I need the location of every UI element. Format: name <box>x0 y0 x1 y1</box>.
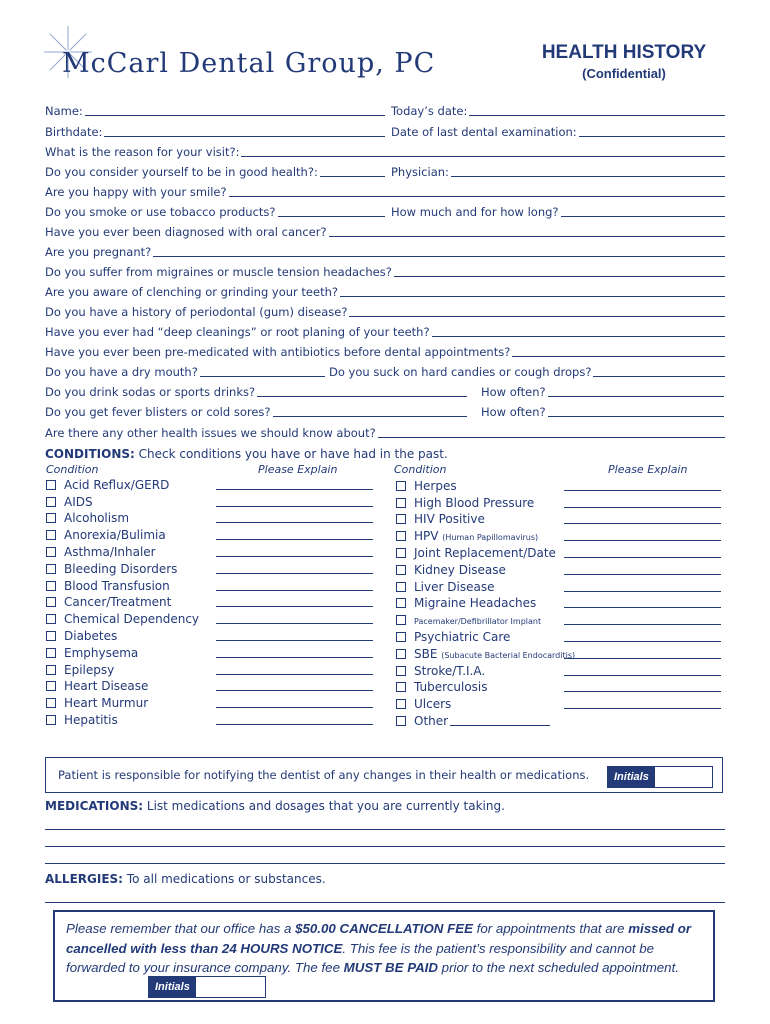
condition-checkbox[interactable] <box>46 665 56 675</box>
condition-row <box>46 475 376 492</box>
condition-row <box>46 492 376 509</box>
explain-line[interactable] <box>450 725 550 726</box>
condition-label: Tuberculosis <box>414 680 488 695</box>
condition-label: AIDS <box>64 494 93 509</box>
right-explain-header: Please Explain <box>608 463 688 476</box>
last-exam-field[interactable]: Date of last dental examination: <box>391 125 725 139</box>
explain-line[interactable] <box>216 522 373 523</box>
physician-field[interactable]: Physician: <box>391 165 725 179</box>
condition-checkbox[interactable] <box>396 716 406 726</box>
explain-line[interactable] <box>564 708 721 709</box>
condition-row <box>46 542 376 559</box>
row-periodontal <box>45 299 725 319</box>
explain-line[interactable] <box>564 557 721 558</box>
condition-label: Psychiatric Care <box>414 629 511 644</box>
condition-row <box>396 476 726 493</box>
explain-line[interactable] <box>216 539 373 540</box>
name-field[interactable]: Name: <box>45 104 385 118</box>
condition-label: Ulcers <box>414 697 452 712</box>
good-health-field[interactable]: Do you consider yourself to be in good health?: <box>45 165 385 179</box>
explain-line[interactable] <box>216 606 373 607</box>
condition-checkbox[interactable] <box>396 514 406 524</box>
condition-label: SBE (Subacute Bacterial Endocarditis) <box>414 646 576 661</box>
explain-line[interactable] <box>564 641 721 642</box>
condition-row <box>396 694 726 711</box>
condition-row <box>396 577 726 594</box>
condition-row <box>46 626 376 643</box>
condition-label: Asthma/Inhaler <box>64 544 156 559</box>
row-smoke <box>45 199 725 219</box>
condition-label: Heart Murmur <box>64 696 149 711</box>
condition-checkbox[interactable] <box>396 649 406 659</box>
explain-line[interactable] <box>564 607 721 608</box>
condition-label: Diabetes <box>64 628 118 643</box>
row-sodas <box>45 379 725 399</box>
other-issues-field[interactable]: Are there any other health issues we should know about? <box>45 426 725 440</box>
dry-mouth-field[interactable]: Do you have a dry mouth? <box>45 365 325 379</box>
condition-label: Kidney Disease <box>414 562 506 577</box>
row-oral-cancer <box>45 219 725 239</box>
explain-line[interactable] <box>216 724 373 725</box>
notice-text: Patient is responsible for notifying the dentist of any changes in their health or medications. <box>58 768 590 782</box>
explain-line[interactable] <box>564 624 721 625</box>
how-often-sodas-field[interactable]: How often? <box>481 385 724 399</box>
left-explain-header: Please Explain <box>258 463 338 476</box>
row-migraines <box>45 259 725 279</box>
explain-line[interactable] <box>216 657 373 658</box>
condition-label: Acid Reflux/GERD <box>64 477 170 492</box>
condition-checkbox[interactable] <box>46 597 56 607</box>
todays-date-field[interactable]: Today’s date: <box>391 104 725 118</box>
medications-line-1[interactable] <box>45 829 725 830</box>
explain-line[interactable] <box>564 574 721 575</box>
condition-label: Herpes <box>414 478 457 493</box>
condition-label: Emphysema <box>64 645 139 660</box>
condition-checkbox[interactable] <box>396 699 406 709</box>
condition-row <box>396 627 726 644</box>
deep-cleanings-field[interactable]: Have you ever had “deep cleanings” or root planing of your teeth? <box>45 325 725 339</box>
notice-initials-box[interactable] <box>607 766 713 788</box>
condition-row <box>46 576 376 593</box>
condition-label: HIV Positive <box>414 512 485 527</box>
row-premedicated <box>45 339 725 359</box>
condition-row <box>46 710 376 727</box>
explain-line[interactable] <box>564 591 721 592</box>
conditions-left-list <box>46 475 376 727</box>
condition-checkbox[interactable] <box>46 497 56 507</box>
how-long-field[interactable]: How much and for how long? <box>391 205 725 219</box>
condition-checkbox[interactable] <box>46 581 56 591</box>
condition-label: Alcoholism <box>64 511 130 526</box>
initials-label: Initials <box>149 977 196 997</box>
condition-label: Cancer/Treatment <box>64 595 172 610</box>
form-subtitle: (Confidential) <box>582 66 666 81</box>
explain-line[interactable] <box>216 690 373 691</box>
explain-line[interactable] <box>216 674 373 675</box>
condition-label: Joint Replacement/Date <box>414 545 556 560</box>
sodas-field[interactable]: Do you drink sodas or sports drinks? <box>45 385 467 399</box>
cancellation-policy-text: Please remember that our office has a $50.00 CANCELLATION FEE for appointments that are missed or cancelled with less than 24 HOURS NOTICE. This fee is the patient’s responsibility and cannot be forwarded to your insurance company. The fee MUST BE PAID prior to the next scheduled appointment. <box>66 921 692 975</box>
explain-line[interactable] <box>564 507 721 508</box>
explain-line[interactable] <box>564 675 721 676</box>
condition-row <box>396 594 726 611</box>
condition-checkbox[interactable] <box>46 513 56 523</box>
condition-checkbox[interactable] <box>396 582 406 592</box>
condition-label: Hepatitis <box>64 712 118 727</box>
condition-row <box>46 525 376 542</box>
condition-checkbox[interactable] <box>396 615 406 625</box>
condition-label: Epilepsy <box>64 662 115 677</box>
premedicated-field[interactable]: Have you ever been pre-medicated with antibiotics before dental appointments? <box>45 345 725 359</box>
condition-row <box>396 493 726 510</box>
condition-label: Anorexia/Bulimia <box>64 528 166 543</box>
medications-line-2[interactable] <box>45 846 725 847</box>
row-clenching <box>45 279 725 299</box>
row-birthdate <box>45 119 725 139</box>
condition-row <box>46 693 376 710</box>
condition-row <box>396 560 726 577</box>
condition-checkbox[interactable] <box>46 715 56 725</box>
explain-line[interactable] <box>564 523 721 524</box>
fever-blisters-field[interactable]: Do you get fever blisters or cold sores? <box>45 405 467 419</box>
pregnant-field[interactable]: Are you pregnant? <box>45 245 725 259</box>
row-smile <box>45 179 725 199</box>
condition-checkbox[interactable] <box>46 698 56 708</box>
explain-line[interactable] <box>564 691 721 692</box>
periodontal-field[interactable]: Do you have a history of periodontal (gum) disease? <box>45 305 725 319</box>
explain-line[interactable] <box>564 658 721 659</box>
condition-note: Pacemaker/Defibrillator Implant <box>414 617 542 627</box>
condition-row <box>396 526 726 543</box>
condition-checkbox[interactable] <box>396 666 406 676</box>
row-good-health <box>45 159 725 179</box>
conditions-right-list <box>396 476 726 728</box>
form-title: HEALTH HISTORY <box>541 42 707 63</box>
condition-label: Blood Transfusion <box>64 578 170 593</box>
condition-checkbox[interactable] <box>46 631 56 641</box>
condition-checkbox[interactable] <box>46 614 56 624</box>
migraines-field[interactable]: Do you suffer from migraines or muscle tension headaches? <box>45 265 725 279</box>
condition-label: Migraine Headaches <box>414 596 537 611</box>
row-fever-blisters <box>45 399 725 419</box>
condition-checkbox[interactable] <box>396 531 406 541</box>
condition-checkbox[interactable] <box>46 530 56 540</box>
condition-checkbox[interactable] <box>46 681 56 691</box>
condition-row <box>46 677 376 694</box>
condition-note: (Human Papillomavirus) <box>442 533 539 543</box>
condition-row <box>46 660 376 677</box>
row-name-date <box>45 98 725 118</box>
initials-label: Initials <box>608 767 655 787</box>
explain-line[interactable] <box>564 490 721 491</box>
medications-heading: MEDICATIONS: List medications and dosages that you are currently taking. <box>45 799 505 813</box>
condition-row <box>46 509 376 526</box>
explain-line[interactable] <box>216 640 373 641</box>
condition-label: Stroke/T.I.A. <box>414 663 486 678</box>
explain-line[interactable] <box>216 573 373 574</box>
row-reason <box>45 139 725 159</box>
row-deep-cleanings <box>45 319 725 339</box>
explain-line[interactable] <box>216 556 373 557</box>
happy-smile-field[interactable]: Are you happy with your smile? <box>45 185 725 199</box>
condition-label: High Blood Pressure <box>414 495 535 510</box>
condition-row <box>46 593 376 610</box>
condition-label: Chemical Dependency <box>64 612 200 627</box>
condition-label: Other <box>414 713 449 728</box>
explain-line[interactable] <box>216 623 373 624</box>
medications-line-3[interactable] <box>45 863 725 864</box>
left-condition-header: Condition <box>46 463 99 476</box>
condition-checkbox[interactable] <box>46 648 56 658</box>
condition-row <box>396 510 726 527</box>
condition-label: Liver Disease <box>414 579 495 594</box>
condition-checkbox[interactable] <box>396 598 406 608</box>
condition-label: HPV (Human Papillomavirus) <box>414 529 539 544</box>
condition-checkbox[interactable] <box>396 498 406 508</box>
condition-row <box>396 711 726 728</box>
condition-row <box>396 543 726 560</box>
birthdate-field[interactable]: Birthdate: <box>45 125 385 139</box>
condition-checkbox[interactable] <box>396 481 406 491</box>
row-pregnant <box>45 239 725 259</box>
explain-line[interactable] <box>216 489 373 490</box>
explain-line[interactable] <box>216 590 373 591</box>
explain-line[interactable] <box>564 540 721 541</box>
oral-cancer-field[interactable]: Have you ever been diagnosed with oral cancer? <box>45 225 725 239</box>
explain-line[interactable] <box>216 506 373 507</box>
condition-row <box>396 661 726 678</box>
allergies-line[interactable] <box>45 902 725 903</box>
condition-label <box>414 613 541 627</box>
condition-checkbox[interactable] <box>396 548 406 558</box>
condition-checkbox[interactable] <box>46 480 56 490</box>
policy-initials-box[interactable] <box>148 976 266 998</box>
clenching-field[interactable]: Are you aware of clenching or grinding your teeth? <box>45 285 725 299</box>
condition-row <box>46 559 376 576</box>
condition-row <box>396 644 726 661</box>
reason-visit-field[interactable]: What is the reason for your visit?: <box>45 145 725 159</box>
condition-checkbox[interactable] <box>396 565 406 575</box>
conditions-heading: CONDITIONS: Check conditions you have or have had in the past. <box>45 447 448 461</box>
condition-checkbox[interactable] <box>46 547 56 557</box>
condition-row <box>396 610 726 627</box>
practice-name: McCarl Dental Group, PC <box>62 48 436 79</box>
condition-note: (Subacute Bacterial Endocarditis) <box>441 650 576 660</box>
explain-line[interactable] <box>216 707 373 708</box>
condition-row <box>46 609 376 626</box>
how-often-blisters-field[interactable]: How often? <box>481 405 724 419</box>
right-condition-header: Condition <box>394 463 447 476</box>
hard-candies-field[interactable]: Do you suck on hard candies or cough drops? <box>329 365 725 379</box>
condition-checkbox[interactable] <box>396 682 406 692</box>
smoke-field[interactable]: Do you smoke or use tobacco products? <box>45 205 385 219</box>
condition-label: Heart Disease <box>64 679 149 694</box>
condition-label: Bleeding Disorders <box>64 561 178 576</box>
condition-row <box>46 643 376 660</box>
row-other-issues <box>45 420 725 440</box>
row-dry-mouth <box>45 359 725 379</box>
condition-checkbox[interactable] <box>396 632 406 642</box>
condition-checkbox[interactable] <box>46 564 56 574</box>
condition-row <box>396 678 726 695</box>
allergies-heading: ALLERGIES: To all medications or substances. <box>45 872 326 886</box>
